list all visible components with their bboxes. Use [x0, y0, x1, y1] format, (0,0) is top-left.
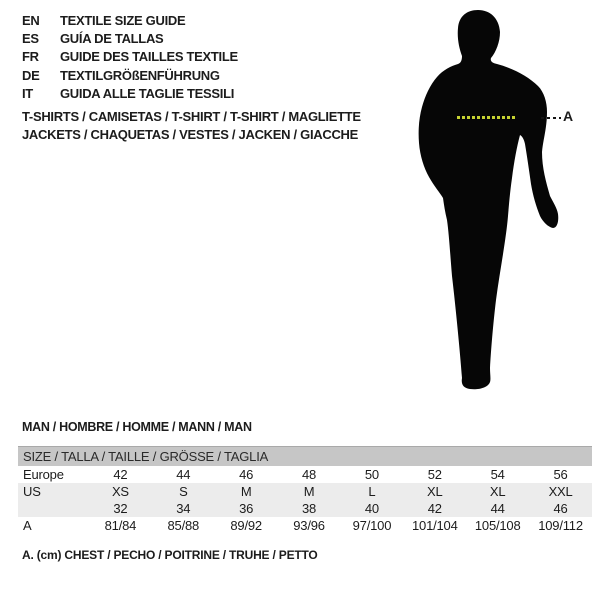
size-cell: 56 — [553, 467, 568, 482]
man-silhouette — [405, 5, 570, 400]
language-row-it — [22, 85, 238, 103]
language-label: GUIDA ALLE TAGLIE TESSILI — [60, 86, 235, 102]
size-cell: 42 — [427, 501, 442, 516]
size-cell: 101/104 — [412, 518, 458, 533]
size-cell: M — [240, 484, 252, 499]
language-label: GUÍA DE TALLAS — [60, 31, 164, 47]
language-row-de — [22, 66, 238, 84]
language-code: ES — [22, 31, 39, 47]
size-cell: 109/112 — [538, 518, 583, 533]
measure-callout-dashed-line — [541, 117, 561, 119]
language-label: TEXTILGRÖßENFÜHRUNG — [60, 67, 220, 83]
size-cell: 105/108 — [474, 518, 521, 533]
size-cell: XXL — [548, 484, 573, 499]
size-cell: 38 — [302, 501, 317, 516]
table-row-numeric — [18, 500, 592, 517]
table-row-europe — [18, 466, 592, 483]
table-row-us — [18, 483, 592, 500]
size-cell: 46 — [239, 467, 254, 482]
language-row-es — [22, 29, 238, 47]
size-cell: 97/100 — [352, 518, 392, 533]
size-table — [18, 446, 592, 534]
section-title-man: MAN / HOMBRE / HOMME / MANN / MAN — [22, 420, 252, 434]
measure-label-a: A — [563, 108, 573, 124]
size-cell: 46 — [553, 501, 568, 516]
row-label: A — [23, 518, 32, 533]
size-cell: 44 — [490, 501, 505, 516]
size-cell: XL — [489, 484, 506, 499]
language-row-fr — [22, 48, 238, 66]
category-line-tshirts: T-SHIRTS / CAMISETAS / T-SHIRT / T-SHIRT / MAGLIETTE — [22, 109, 361, 124]
size-cell: S — [179, 484, 188, 499]
language-guide-list — [22, 11, 238, 103]
language-code: IT — [22, 86, 33, 102]
size-cell: 32 — [113, 501, 128, 516]
size-cell: 54 — [490, 467, 505, 482]
man-silhouette-figure — [405, 5, 570, 400]
size-cell: XS — [111, 484, 129, 499]
size-cell: 34 — [176, 501, 191, 516]
size-cell: 81/84 — [104, 518, 137, 533]
language-row-en — [22, 11, 238, 29]
size-cell: 36 — [239, 501, 254, 516]
row-label: US — [23, 484, 41, 499]
table-row-chest-a — [18, 517, 592, 534]
size-cell: 52 — [427, 467, 442, 482]
chest-measure-dashed-line — [457, 116, 517, 119]
size-table-header: SIZE / TALLA / TAILLE / GRÖSSE / TAGLIA — [18, 446, 592, 466]
language-code: FR — [22, 49, 39, 65]
language-label: GUIDE DES TAILLES TEXTILE — [60, 49, 238, 65]
category-line-jackets: JACKETS / CHAQUETAS / VESTES / JACKEN / GIACCHE — [22, 127, 358, 142]
size-cell: XL — [427, 484, 443, 499]
category-lines — [22, 108, 361, 144]
size-cell: M — [303, 484, 315, 499]
language-code: DE — [22, 67, 40, 83]
size-cell: 93/96 — [293, 518, 325, 533]
row-label — [18, 500, 89, 517]
measurement-footnote: A. (cm) CHEST / PECHO / POITRINE / TRUHE / PETTO — [22, 548, 318, 562]
size-cell: 40 — [364, 501, 379, 516]
size-cell: 50 — [364, 467, 379, 482]
row-label: Europe — [23, 467, 64, 482]
size-cell: 89/92 — [230, 518, 262, 533]
size-cell: 42 — [113, 467, 128, 482]
language-label: TEXTILE SIZE GUIDE — [60, 12, 186, 28]
size-cell: 85/88 — [167, 518, 200, 533]
size-cell: 48 — [302, 467, 317, 482]
language-code: EN — [22, 12, 40, 28]
size-cell: L — [368, 484, 376, 499]
size-cell: 44 — [176, 467, 191, 482]
